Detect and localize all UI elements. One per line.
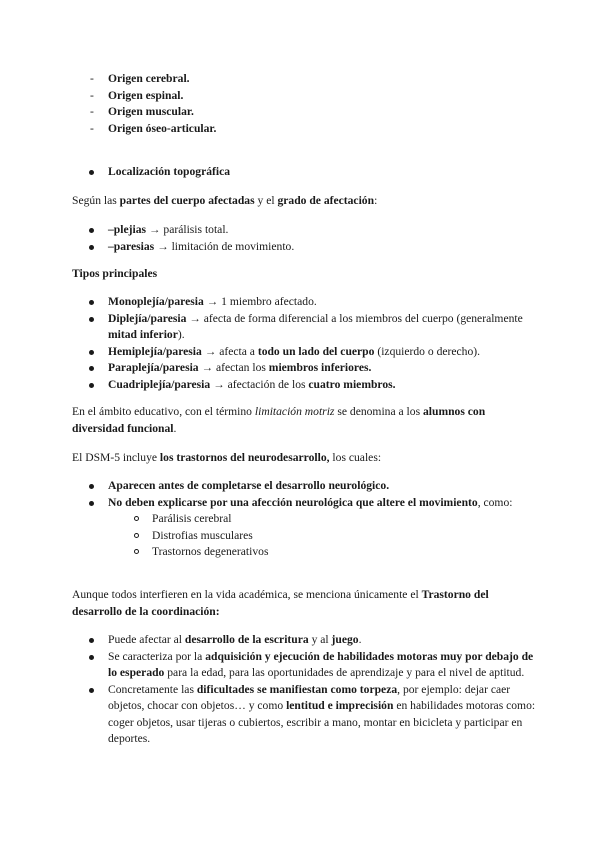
bullet-icon: [89, 228, 94, 233]
list-item: Aparecen antes de completarse el desarrollo neurológico.: [88, 478, 538, 495]
tipos-heading: Tipos principales: [72, 267, 158, 280]
bullet-icon: [89, 317, 94, 322]
bullet-icon: [89, 300, 94, 305]
bullet-icon: [89, 170, 94, 175]
tipos-list: [88, 294, 538, 393]
list-item: –plejias → parálisis total.: [88, 222, 538, 239]
list-item: Trastornos degenerativos: [134, 544, 538, 561]
list-item: [88, 164, 538, 181]
list-item: Cuadriplejía/paresia → afectación de los cuatro miembros.: [88, 377, 538, 394]
coordinacion-list: [88, 632, 538, 748]
dash-marker: -: [90, 105, 94, 118]
suffix-list: [88, 222, 538, 255]
list-item: - Origen espinal.: [90, 88, 216, 105]
list-item: Paraplejía/paresia → afectan los miembros inferiores.: [88, 360, 538, 377]
list-item: Diplejía/paresia → afecta de forma diferencial a los miembros del cuerpo (generalmente mitad inferior).: [88, 311, 538, 344]
bullet-icon: [89, 638, 94, 643]
coordinacion-paragraph: Aunque todos interfieren en la vida académica, se menciona únicamente el Trastorno del desarrollo de la coordinación:: [72, 588, 489, 618]
arrow-icon: →: [154, 239, 172, 253]
educativo-paragraph: En el ámbito educativo, con el término limitación motriz se denomina a los alumnos con diversidad funcional.: [72, 405, 486, 435]
bullet-icon: [89, 366, 94, 371]
topographic-intro: Según las partes del cuerpo afectadas y el grado de afectación:: [72, 194, 378, 207]
list-item: - Origen óseo-articular.: [90, 121, 216, 138]
bullet-icon: [89, 245, 94, 250]
hollow-bullet-icon: [134, 516, 139, 521]
dsm-list: [88, 478, 538, 561]
section-title: Localización topográfica: [108, 165, 231, 178]
hollow-bullet-icon: [134, 533, 139, 538]
hollow-bullet-icon: [134, 549, 139, 554]
bullet-icon: [89, 655, 94, 660]
bullet-icon: [89, 688, 94, 693]
list-item: Distrofias musculares: [134, 528, 538, 545]
list-item: Monoplejía/paresia → 1 miembro afectado.: [88, 294, 538, 311]
bullet-icon: [89, 350, 94, 355]
list-item: Puede afectar al desarrollo de la escritura y al juego.: [88, 632, 538, 649]
bullet-icon: [89, 383, 94, 388]
list-item: Concretamente las dificultades se manifiestan como torpeza, por ejemplo: dejar caer objetos, chocar con objetos… y como lentitud e imprecisión en habilidades motoras como: coger objetos, usar tijeras o cubiertos, escribir a mano, montar en bicicleta y participar en deportes.: [88, 682, 538, 748]
list-item: No deben explicarse por una afección neurológica que altere el movimiento, como: Parálisis cerebral Distrofias musculares Trastornos degenerativos: [88, 495, 538, 561]
dsm-paragraph: El DSM-5 incluye los trastornos del neurodesarrollo, los cuales:: [72, 451, 382, 464]
dash-marker: -: [90, 72, 94, 85]
list-item: - Origen cerebral.: [90, 71, 216, 88]
arrow-icon: →: [146, 223, 164, 236]
topographic-bullet-list: [88, 164, 538, 181]
list-item: Se caracteriza por la adquisición y ejecución de habilidades motoras muy por debajo de lo esperado para la edad, para las oportunidades de aprendizaje y para el nivel de aptitud.: [88, 649, 538, 682]
origins-list: [90, 71, 216, 137]
bullet-icon: [89, 501, 94, 506]
dash-marker: -: [90, 121, 94, 135]
bullet-icon: [89, 484, 94, 489]
dsm-sublist: [108, 511, 538, 561]
list-item: –paresias → limitación de movimiento.: [88, 239, 538, 256]
list-item: - Origen muscular.: [90, 104, 216, 121]
list-item: Parálisis cerebral: [134, 511, 538, 528]
list-item: Hemiplejía/paresia → afecta a todo un lado del cuerpo (izquierdo o derecho).: [88, 344, 538, 361]
dash-marker: -: [90, 88, 94, 102]
